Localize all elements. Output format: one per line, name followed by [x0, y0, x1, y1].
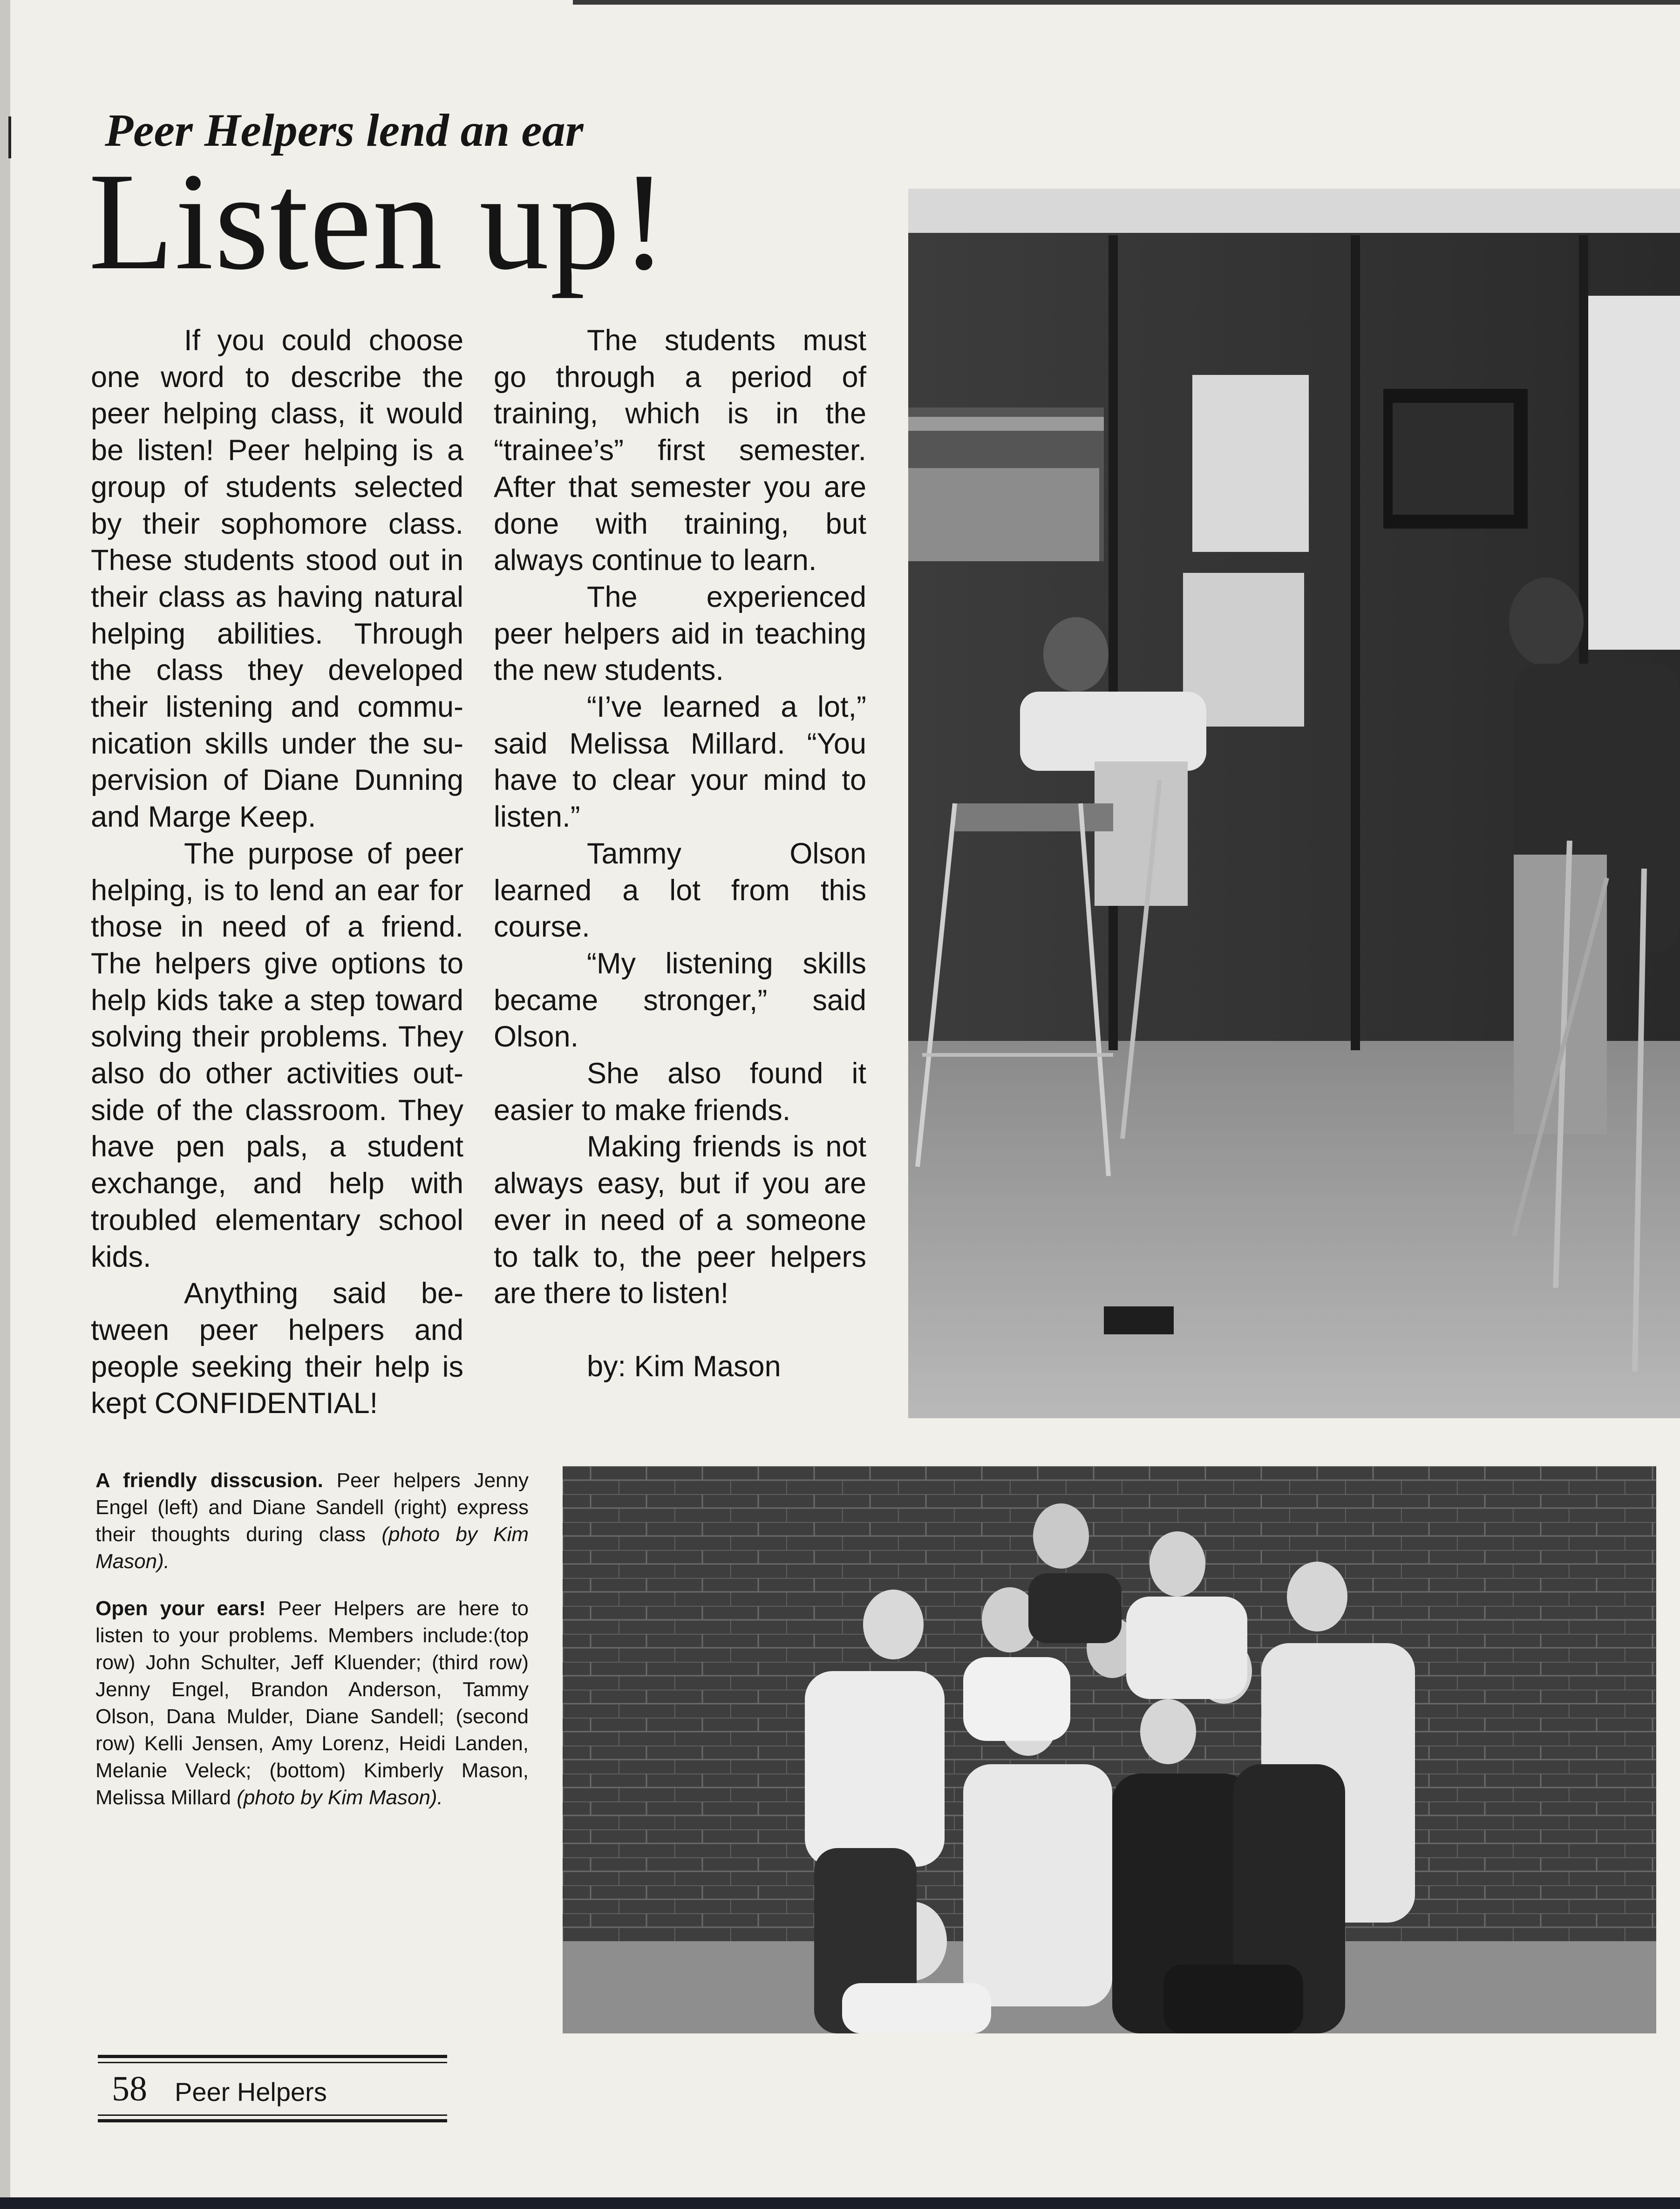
- paragraph: The students must go through a period of training, which is in the “trainee’s” first semester. After that semester you are done with training, but always continue to learn.: [494, 324, 866, 577]
- byline: by: Kim Mason: [587, 1350, 781, 1383]
- footer-rule-bottom: [98, 2119, 447, 2122]
- scan-mark: [8, 116, 11, 158]
- group-photo: [563, 1466, 1656, 2033]
- paragraph: “I’ve learned a lot,” said Melissa Millard. “You have to clear your mind to listen.”: [494, 691, 866, 834]
- section-label: Peer Helpers: [175, 2077, 327, 2107]
- page-top-edge: [573, 0, 1680, 5]
- footer-rule-top-thin: [98, 2062, 447, 2063]
- page-number: 58: [112, 2069, 147, 2108]
- classroom-photo: [908, 189, 1680, 1418]
- paragraph: Tammy Olson learned a lot from this course.: [494, 837, 866, 944]
- footer-rule-top: [98, 2055, 447, 2058]
- caption-body: Peer helpers Jenny Engel (left) and Diane Sandell (right) express their thoughts during class: [95, 1469, 529, 1546]
- page-edge: [0, 0, 10, 2209]
- footer-rule-bottom-thin: [98, 2114, 447, 2116]
- article-title: Listen up!: [88, 144, 668, 299]
- caption-lead: Open your ears!: [95, 1597, 266, 1620]
- page-bottom-edge: [0, 2197, 1680, 2209]
- article-column-2: [494, 322, 866, 1385]
- paragraph: The experienced peer helpers aid in teaching the new students.: [494, 580, 866, 687]
- paragraph: She also found it easier to make friends.: [494, 1057, 866, 1127]
- paragraph: Anything said between peer helpers and people seeking their help is kept CONFIDENTIAL!: [91, 1277, 463, 1420]
- caption-lead: A friendly disscusion.: [95, 1469, 323, 1492]
- paragraph: The purpose of peer helping, is to lend an ear for those in need of a friend. The helpers give options to help kids take a step toward solving their problems. They also do other activities outside of the classroom. They have pen pals, a student exchange, and help with troubled elementary school kids.: [91, 837, 463, 1273]
- photo-caption-2: [95, 1595, 529, 1811]
- photo-credit: (photo by Kim Mason).: [237, 1786, 443, 1809]
- caption-body: Peer Helpers are here to listen to your problems. Members include:(top row) John Schulter, Jeff Kluender; (third row) Jenny Engel, Brandon Anderson, Tammy Olson, Dana Mulder, Diane Sandell; (second row) Kelli Jensen, Amy Lorenz, Heidi Landen, Melanie Veleck; (bottom) Kimberly Mason, Melissa Millard: [95, 1597, 529, 1809]
- photo-credit: (photo by Kim Mason).: [95, 1523, 529, 1573]
- article-subtitle: Peer Helpers lend an ear: [105, 104, 584, 156]
- article-column-1: [91, 322, 463, 1422]
- paragraph: Making friends is not always easy, but if you are ever in need of a someone to talk to, the peer helpers are there to listen!: [494, 1130, 866, 1310]
- paragraph: If you could choose one word to describe the peer helping class, it would be listen! Peer helping is a group of students selected by their sophomore class. These students stood out in their class as having natural helping abilities. Through the class they developed their listening and communication skills under the supervision of Diane Dunning and Marge Keep.: [91, 324, 463, 834]
- photo-caption-1: [95, 1467, 529, 1575]
- paragraph: “My listening skills became stronger,” said Olson.: [494, 947, 866, 1054]
